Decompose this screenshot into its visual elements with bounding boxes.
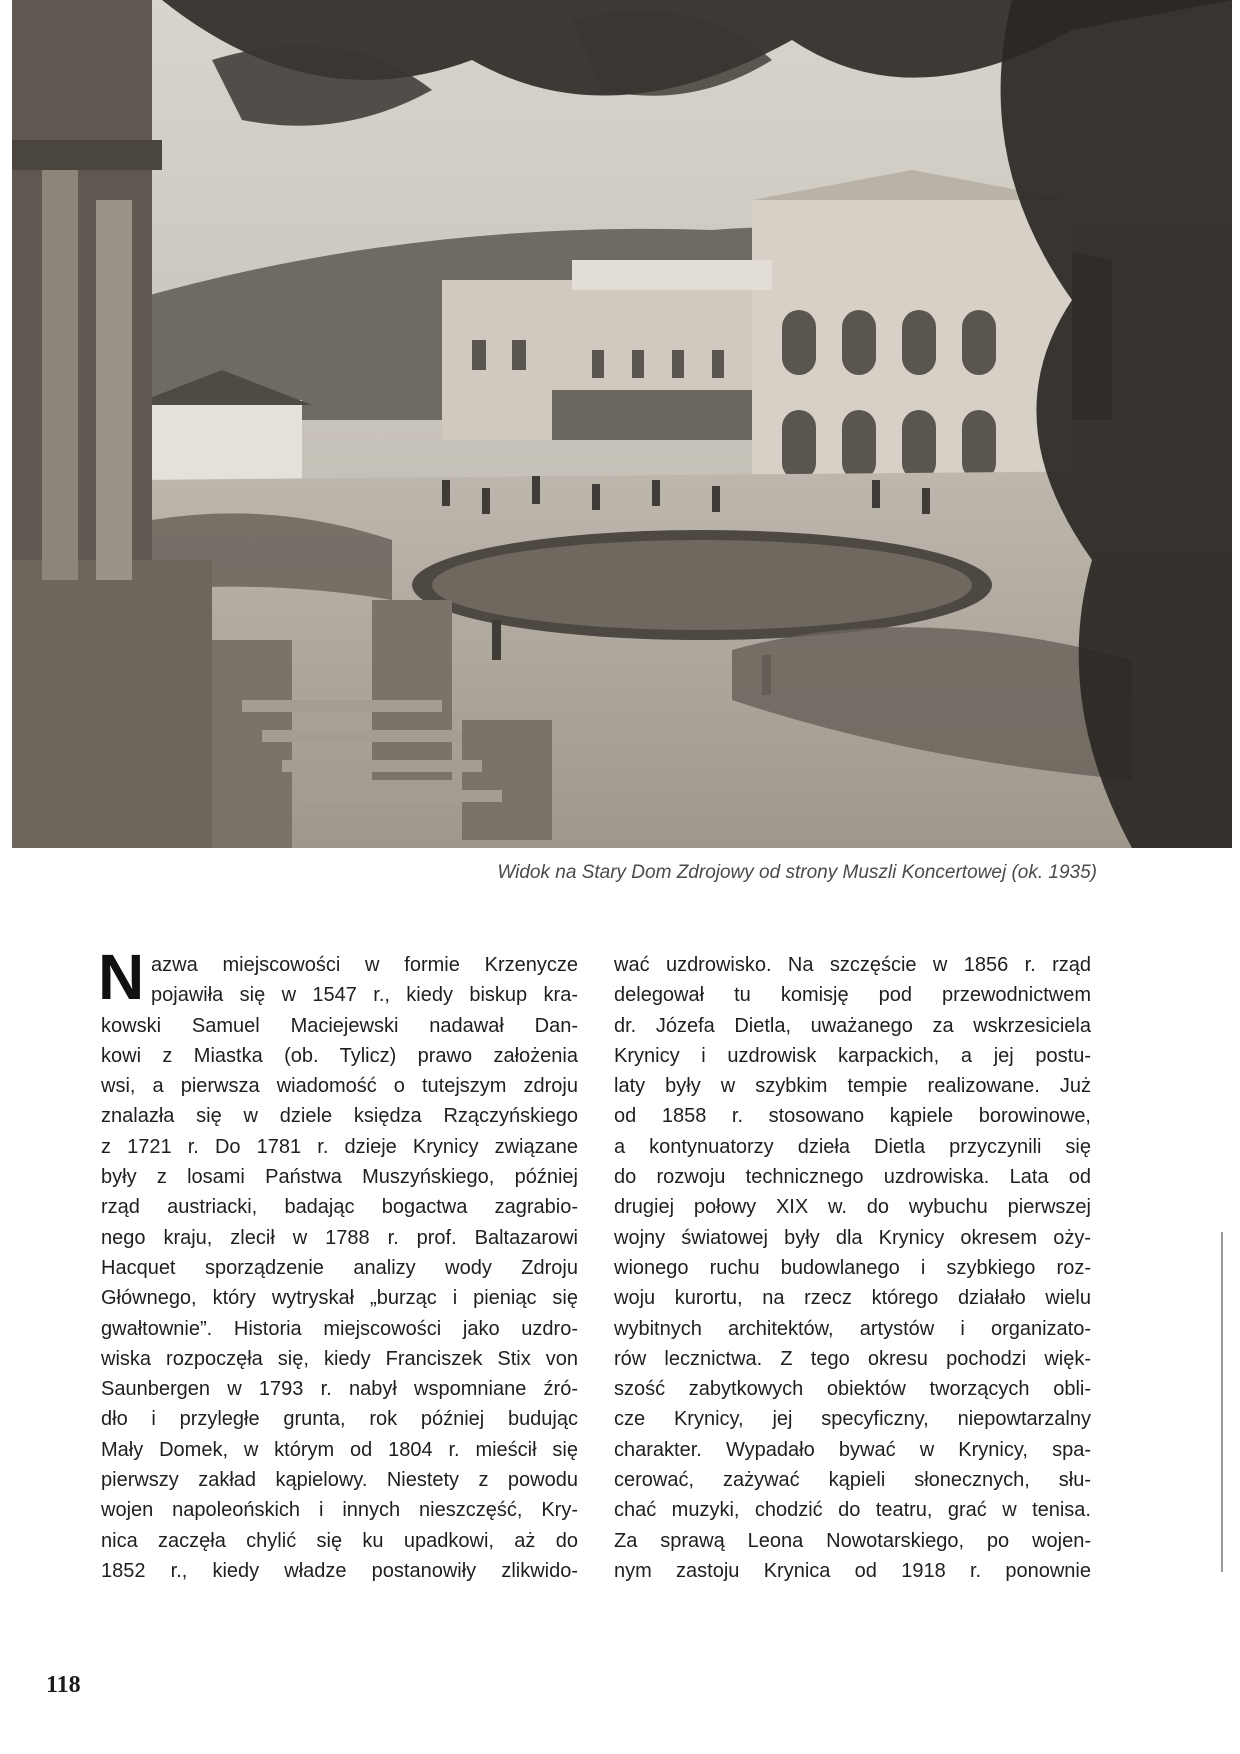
page-number: 118 xyxy=(46,1672,81,1698)
text-line: wojny światowej były dla Krynicy okresem oży- xyxy=(614,1226,1091,1249)
text-line: chać muzyki, chodzić do teatru, grać w tenisa. xyxy=(614,1499,1091,1522)
text-line: wybitnych architektów, artystów i organizato- xyxy=(614,1317,1091,1340)
text-line: dr. Józefa Dietla, uważanego za wskrzesiciela xyxy=(614,1014,1091,1037)
photo-caption: Widok na Stary Dom Zdrojowy od strony Muszli Koncertowej (ok. 1935) xyxy=(497,862,1097,883)
text-line: wać uzdrowisko. Na szczęście w 1856 r. rząd xyxy=(614,954,1091,976)
text-line: laty były w szybkim tempie realizowane. Już xyxy=(614,1075,1091,1098)
text-line: do rozwoju technicznego uzdrowiska. Lata od xyxy=(614,1166,1091,1189)
text-line: drugiej połowy XIX w. do wybuchu pierwszej xyxy=(614,1196,1091,1219)
text-line: delegował tu komisję pod przewodnictwem xyxy=(614,984,1091,1007)
page-edge-divider xyxy=(1221,1232,1223,1572)
text-line: wojen napoleońskich i innych nieszczęść, Kry- xyxy=(101,1499,578,1522)
text-line: pojawiła się w 1547 r., kiedy biskup kra- xyxy=(151,984,578,1007)
text-line: rów lecznictwa. Z tego okresu pochodzi więk- xyxy=(614,1347,1091,1370)
text-line: cerować, zażywać kąpieli słonecznych, słu- xyxy=(614,1469,1091,1492)
text-line: woju kurortu, na rzecz którego działało wielu xyxy=(614,1287,1091,1310)
text-line: znalazła się w dziele księdza Rzączyńskiego xyxy=(101,1105,578,1128)
text-line: pierwszy zakład kąpielowy. Niestety z powodu xyxy=(101,1469,578,1492)
text-line: kowski Samuel Maciejewski nadawał Dan- xyxy=(101,1014,578,1037)
text-line: Za sprawą Leona Nowotarskiego, po wojen- xyxy=(614,1529,1091,1552)
text-line: 1852 r., kiedy władze postanowiły zlikwido- xyxy=(101,1559,578,1582)
article-column-left xyxy=(101,950,578,1586)
text-line: a kontynuatorzy dzieła Dietla przyczynili się xyxy=(614,1135,1091,1158)
text-line: były z losami Państwa Muszyńskiego, później xyxy=(101,1166,578,1189)
text-line: gwałtownie”. Historia miejscowości jako uzdro- xyxy=(101,1317,578,1340)
text-line: Hacquet sporządzenie analizy wody Zdroju xyxy=(101,1256,578,1279)
text-line: Mały Domek, w którym od 1804 r. mieścił się xyxy=(101,1438,578,1461)
text-line: nym zastoju Krynica od 1918 r. ponownie xyxy=(614,1559,1091,1582)
text-line: szość zabytkowych obiektów tworzących obli- xyxy=(614,1378,1091,1401)
text-line: wionego ruchu budowlanego i szybkiego roz- xyxy=(614,1256,1091,1279)
text-line: cze Krynicy, jej specyficzny, niepowtarzalny xyxy=(614,1408,1091,1431)
historic-photo-illustration xyxy=(12,0,1232,848)
text-line: charakter. Wypadało bywać w Krynicy, spa- xyxy=(614,1438,1091,1461)
text-line: nica zaczęła chylić się ku upadkowi, aż do xyxy=(101,1529,578,1552)
text-line: Saunbergen w 1793 r. nabył wspomniane źró- xyxy=(101,1378,578,1401)
text-line: wsi, a pierwsza wiadomość o tutejszym zdroju xyxy=(101,1075,578,1098)
text-line: rząd austriacki, badając bogactwa zagrabio- xyxy=(101,1196,578,1219)
text-line: wiska rozpoczęła się, kiedy Franciszek Stix von xyxy=(101,1347,578,1370)
text-line: od 1858 r. stosowano kąpiele borowinowe, xyxy=(614,1105,1091,1128)
text-line: azwa miejscowości w formie Krzenycze xyxy=(151,954,578,976)
text-line: nego kraju, zlecił w 1788 r. prof. Baltazarowi xyxy=(101,1226,578,1249)
text-line: Głównego, który wytryskał „burząc i pieniąc się xyxy=(101,1287,578,1310)
text-line: kowi z Miastka (ob. Tylicz) prawo założenia xyxy=(101,1044,578,1067)
historic-photo xyxy=(12,0,1232,848)
text-line: z 1721 r. Do 1781 r. dzieje Krynicy związane xyxy=(101,1135,578,1158)
text-line: Krynicy i uzdrowisk karpackich, a jej postu- xyxy=(614,1044,1091,1067)
drop-cap: N xyxy=(98,941,145,1013)
article-column-right xyxy=(614,950,1091,1586)
text-line: dło i przyległe grunta, rok później budując xyxy=(101,1408,578,1431)
